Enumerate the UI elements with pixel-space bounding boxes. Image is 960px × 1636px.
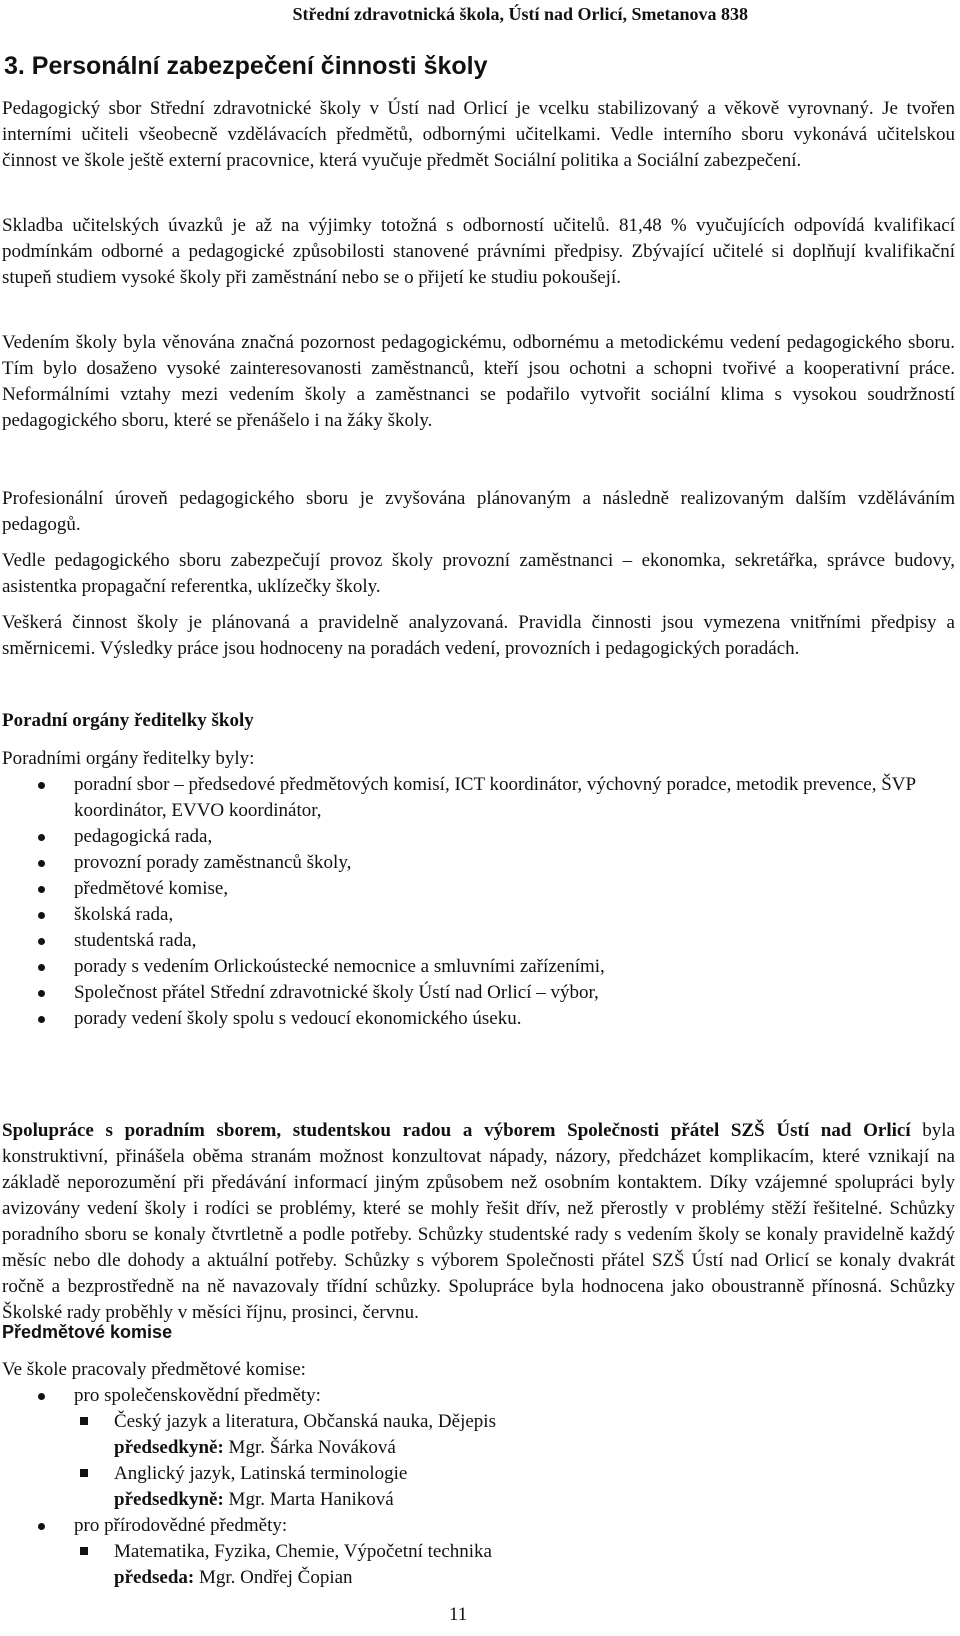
list-poradni-organy [0, 772, 955, 1032]
square-bullet-icon [80, 1547, 88, 1555]
intro-predmetove-komise: Ve škole pracovaly předmětové komise: [2, 1359, 306, 1380]
intro-poradni-organy: Poradními orgány ředitelky byly: [2, 748, 255, 769]
chair-person: Mgr. Marta Haniková [228, 1489, 394, 1510]
section-title: 3. Personální zabezpečení činnosti školy [4, 52, 488, 80]
bullet-icon [38, 964, 45, 971]
sublist [74, 1539, 955, 1591]
list-item-text: provozní porady zaměstnanců školy, [74, 852, 352, 873]
list-item-text: porady vedení školy spolu s vedoucí ekonomického úseku. [74, 1008, 522, 1029]
list-item-text: studentská rada, [74, 930, 197, 951]
komise-group-label: pro přírodovědné předměty: [74, 1515, 288, 1536]
list-item [0, 772, 955, 824]
list-item [0, 1006, 955, 1032]
page-number: 11 [449, 1604, 468, 1625]
bullet-icon [38, 1393, 45, 1400]
heading-predmetove-komise: Předmětové komise [2, 1322, 173, 1342]
list-item [0, 1383, 955, 1513]
list-item [0, 824, 955, 850]
list-item [0, 876, 955, 902]
komise-subjects: Český jazyk a literatura, Občanská nauka, Dějepis [114, 1411, 496, 1432]
list-item [0, 954, 955, 980]
spoluprace-text: byla konstruktivní, přinášela oběma stranám možnost konzultovat nápady, názory, předcházet komplikacím, které vznikají na základě neporozumění při předávání informací jiným způsobem než osobním kontaktem. Díky vzájemné spolupráci byly avizovány vedení školy i rodíci se problémy, které se mohly řešit dřív, než přerostly v problémy stěží řešitelné. Schůzky poradního sboru se konaly čtvrtletně a podle potřeby. Schůzky studentské rady s vedením školy se konaly pravidelně každý měsíc nebo dle dohody a aktuální potřeby. Schůzky s výborem Společnosti přátel SZŠ Ústí nad Orlicí se konaly dvakrát ročně a bezprostředně na ně navazovaly třídní schůzky. Spolupráce byla hodnocena jako oboustranně přínosná. Schůzky Školské rady proběhly v měsíci říjnu, prosinci, červnu. [2, 1120, 956, 1323]
list-item-text: předmětové komise, [74, 878, 229, 899]
paragraph-uroven: Profesionální úroveň pedagogického sboru je zvyšována plánovaným a následně realizovaným dalším vzděláváním pedagogů. [2, 488, 955, 535]
komise-chair [114, 1565, 955, 1591]
list-item-text: pedagogická rada, [74, 826, 213, 847]
chair-person: Mgr. Šárka Nováková [228, 1437, 396, 1458]
chair-role: předsedkyně: [114, 1489, 224, 1510]
heading-poradni-organy: Poradní orgány ředitelky školy [2, 710, 254, 731]
bullet-icon [38, 834, 45, 841]
chair-person: Mgr. Ondřej Čopian [198, 1567, 353, 1588]
list-item-text: porady s vedením Orlickoústecké nemocnice a smluvními zařízeními, [74, 956, 605, 977]
bullet-icon [38, 1016, 45, 1023]
page-header: Střední zdravotnická škola, Ústí nad Orlicí, Smetanova 838 [292, 4, 748, 24]
list-item [0, 980, 955, 1006]
square-bullet-icon [80, 1417, 88, 1425]
komise-group-label: pro společenskovědní předměty: [74, 1385, 321, 1406]
sublist-item [74, 1539, 955, 1591]
list-item [0, 850, 955, 876]
square-bullet-icon [80, 1469, 88, 1477]
paragraph-sbor: Pedagogický sbor Střední zdravotnické školy v Ústí nad Orlicí je vcelku stabilizovaný a věkově vyrovnaný. Je tvořen interními učiteli všeobecně vzdělávacích předmětů, odbornými učitelkami. Vedle interního sboru vykonává učitelskou činnost ve škole ještě externí pracovnice, která vyučuje předmět Sociální politika a Sociální zabezpečení. [2, 98, 955, 171]
paragraph-uvazky: Skladba učitelských úvazků je až na výjimky totožná s odborností učitelů. 81,48 % vyučujících odpovídá kvalifikací podmínkám odborné a pedagogické způsobilosti stanovené právními předpisy. Zbývající učitelé si doplňují kvalifikační stupeň studiem vysoké školy při zaměstnání nebo se o přijetí ke studiu pokoušejí. [2, 215, 955, 288]
paragraph-vedeni: Vedením školy byla věnována značná pozornost pedagogickému, odbornému a metodickému vedení pedagogického sboru. Tím bylo dosaženo vysoké zainteresovanosti zaměstnanců, kteří jsou ochotni a schopni tvořivé a kooperativní práce. Neformálními vztahy mezi vedením školy a zaměstnanci se podařilo vytvořit sociální klima s vysokou soudržností pedagogického sboru, které se přenášelo i na žáky školy. [2, 332, 955, 431]
paragraph-cinnost: Veškerá činnost školy je plánovaná a pravidelně analyzovaná. Pravidla činnosti jsou vymezena vnitřními předpisy a směrnicemi. Výsledky práce jsou hodnoceny na poradách vedení, provozních i pedagogických poradách. [2, 612, 955, 659]
list-item [0, 1513, 955, 1591]
list-item-text: Společnost přátel Střední zdravotnické školy Ústí nad Orlicí – výbor, [74, 982, 599, 1003]
bullet-icon [38, 886, 45, 893]
list-predmetove-komise [0, 1383, 955, 1591]
chair-role: předseda: [114, 1567, 195, 1588]
komise-chair [114, 1435, 955, 1461]
paragraph-provoz: Vedle pedagogického sboru zabezpečují provoz školy provozní zaměstnanci – ekonomka, sekretářka, správce budovy, asistentka propagační referentka, uklízečky školy. [2, 550, 955, 597]
spoluprace-bold-lead: Spolupráce s poradním sborem, studentskou radou a výborem Společnosti přátel SZŠ Ústí nad Orlicí [2, 1120, 911, 1141]
komise-chair [114, 1487, 955, 1513]
bullet-icon [38, 938, 45, 945]
bullet-icon [38, 990, 45, 997]
list-item-text: školská rada, [74, 904, 174, 925]
list-item [0, 902, 955, 928]
komise-subjects: Matematika, Fyzika, Chemie, Výpočetní technika [114, 1541, 492, 1562]
bullet-icon [38, 912, 45, 919]
komise-subjects: Anglický jazyk, Latinská terminologie [114, 1463, 408, 1484]
sublist-item [74, 1461, 955, 1513]
bullet-icon [38, 1523, 45, 1530]
sublist-item [74, 1409, 955, 1461]
bullet-icon [38, 860, 45, 867]
bullet-icon [38, 782, 45, 789]
chair-role: předsedkyně: [114, 1437, 224, 1458]
list-item-text: poradní sbor – předsedové předmětových komisí, ICT koordinátor, výchovný poradce, metodik prevence, ŠVP koordinátor, EVVO koordinátor, [74, 774, 916, 821]
sublist [74, 1409, 955, 1513]
list-item [0, 928, 955, 954]
paragraph-spoluprace [2, 1118, 955, 1326]
